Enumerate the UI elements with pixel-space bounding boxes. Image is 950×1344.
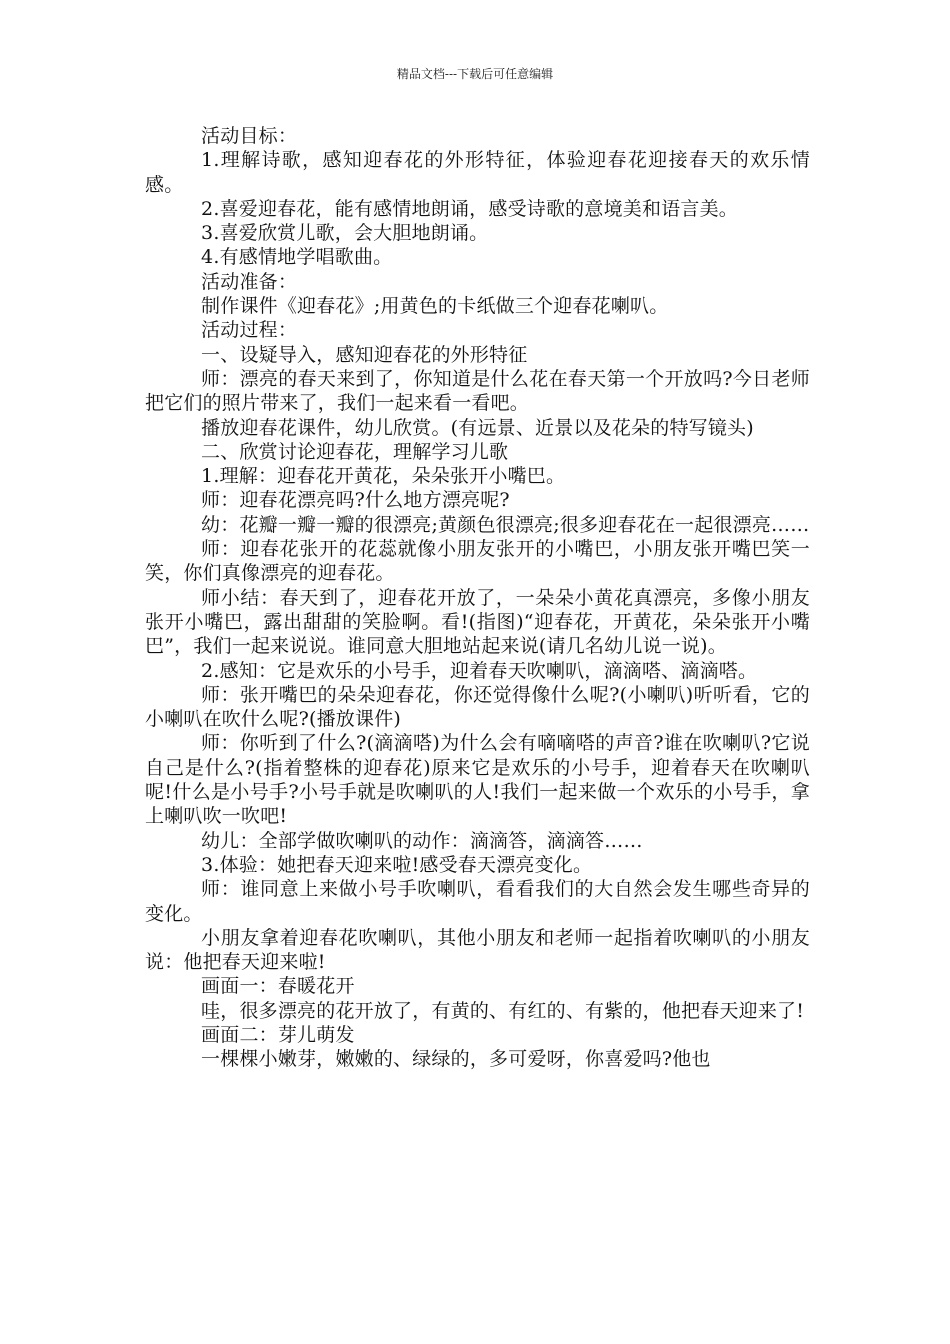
paragraph: 一棵棵小嫩芽，嫩嫩的、绿绿的，多可爱呀，你喜爱吗?他也 (201, 1048, 711, 1071)
paragraph: 活动过程： (201, 319, 298, 342)
paragraph: 3.喜爱欣赏儿歌，会大胆地朗诵。 (201, 222, 489, 245)
paragraph: 师：迎春花漂亮吗?什么地方漂亮呢? (201, 489, 510, 512)
paragraph: 二、欣赏讨论迎春花，理解学习儿歌 (201, 440, 509, 463)
paragraph: 师：迎春花张开的花蕊就像小朋友张开的小嘴巴，小朋友张开嘴巴笑一笑，你们真像漂亮的迎春花。 (145, 538, 810, 585)
paragraph: 画面一：春暖花开 (201, 975, 355, 998)
paragraph: 活动目标： (201, 125, 298, 147)
paragraph: 活动准备： (201, 270, 298, 293)
paragraph: 1.理解诗歌，感知迎春花的外形特征，体验迎春花迎接春天的欢乐情感。 (145, 149, 810, 196)
paragraph: 3.体验：她把春天迎来啦!感受春天漂亮变化。 (201, 853, 593, 876)
paragraph: 小朋友拿着迎春花吹喇叭，其他小朋友和老师一起指着吹喇叭的小朋友说：他把春天迎来啦! (145, 926, 810, 974)
paragraph: 师：谁同意上来做小号手吹喇叭，看看我们的大自然会发生哪些奇异的变化。 (145, 878, 810, 925)
paragraph: 师：你听到了什么?(滴滴嗒)为什么会有嘀嘀嗒的声音?谁在吹喇叭?它说自己是什么?(指着整株的迎春花)原来它是欢乐的小号手，迎着春天在吹喇叭呢!什么是小号手?小号手就是吹喇叭的人!我们一起来做一个欢乐的小号手，拿上喇叭吹一吹吧! (145, 732, 810, 828)
document-body (145, 124, 810, 1072)
paragraph: 师：漂亮的春天来到了，你知道是什么花在春天第一个开放吗?今日老师把它们的照片带来了，我们一起来看一看吧。 (145, 367, 810, 415)
paragraph: 师：张开嘴巴的朵朵迎春花，你还觉得像什么呢?(小喇叭)听听看，它的小喇叭在吹什么呢?(播放课件) (145, 683, 810, 731)
paragraph: 哇，很多漂亮的花开放了，有黄的、有红的、有紫的，他把春天迎来了! (201, 999, 805, 1022)
paragraph: 4.有感情地学唱歌曲。 (201, 246, 393, 269)
paragraph: 一、设疑导入，感知迎春花的外形特征 (201, 343, 528, 366)
paragraph: 1.理解：迎春花开黄花，朵朵张开小嘴巴。 (201, 465, 566, 488)
paragraph: 幼儿：全部学做吹喇叭的动作：滴滴答，滴滴答…… (201, 829, 643, 852)
paragraph: 制作课件《迎春花》;用黄色的卡纸做三个迎春花喇叭。 (201, 295, 669, 318)
paragraph: 播放迎春花课件，幼儿欣赏。(有远景、近景以及花朵的特写镜头) (201, 416, 754, 439)
page-header: 精品文档---下载后可任意编辑 (396, 67, 554, 81)
paragraph: 师小结：春天到了，迎春花开放了，一朵朵小黄花真漂亮，多像小朋友张开小嘴巴，露出甜甜的笑脸啊。看!(指图)“迎春花，开黄花，朵朵张开小嘴巴”，我们一起来说说。谁同意大胆地站起来说(请几名幼儿说一说)。 (145, 586, 810, 658)
paragraph: 2.喜爱迎春花，能有感情地朗诵，感受诗歌的意境美和语言美。 (201, 197, 738, 220)
paragraph: 幼：花瓣一瓣一瓣的很漂亮;黄颜色很漂亮;很多迎春花在一起很漂亮…… (201, 513, 810, 536)
paragraph: 画面二：芽儿萌发 (201, 1023, 355, 1046)
paragraph: 2.感知：它是欢乐的小号手，迎着春天吹喇叭，滴滴嗒、滴滴嗒。 (201, 659, 758, 682)
